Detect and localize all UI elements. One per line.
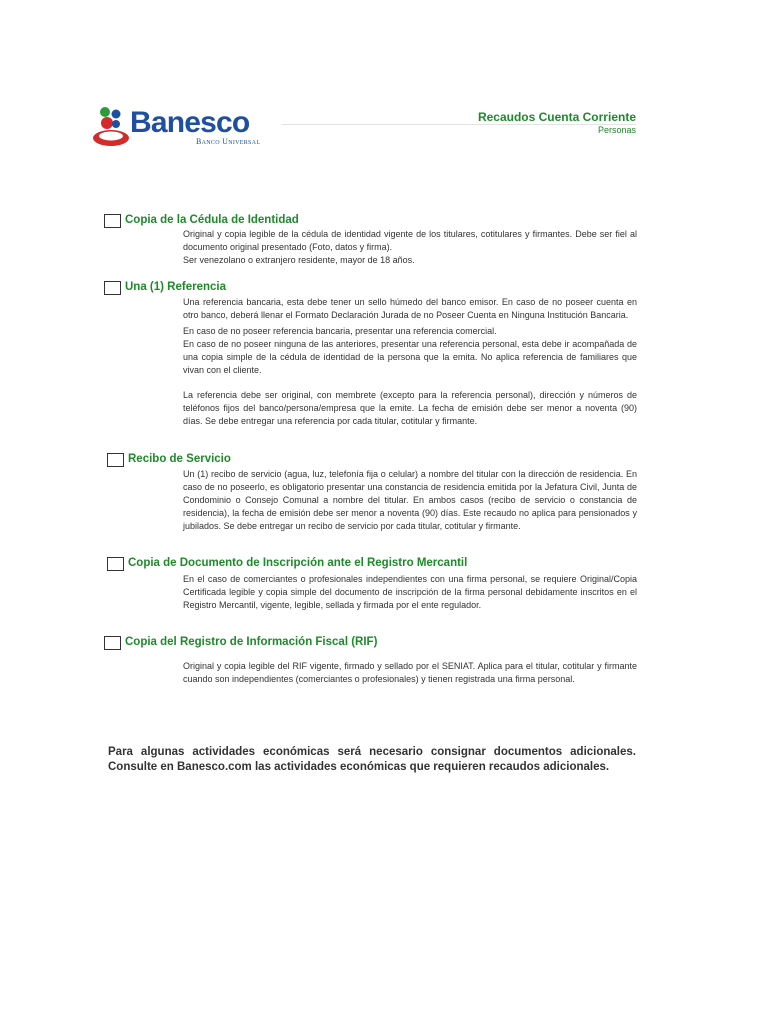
- checkbox-referencia[interactable]: [104, 281, 121, 295]
- checkbox-registro-mercantil[interactable]: [107, 557, 124, 571]
- brand-tagline: Banco Universal: [196, 137, 261, 146]
- paragraph: En caso de no poseer ninguna de las anteriores, presentar una referencia personal, esta debe ir acompañada de una copia simple de la cédula de identidad de la persona que la emita. No aplica referencia de familiares que vivan con el cliente.: [183, 338, 637, 375]
- paragraph: Una referencia bancaria, esta debe tener un sello húmedo del banco emisor. En caso de no poseer cuenta en otro banco, deberá llenar el Formato Declaración Jurada de no Poseer Cuenta en Ninguna Institución Bancaria.: [183, 297, 637, 320]
- footer-text: Para algunas actividades económicas será necesario consignar documentos adicionales. Consulte en Banesco.com las actividades económicas que requieren recaudos adicionales.: [108, 746, 636, 773]
- footer-note: [108, 745, 636, 775]
- section-body-registro-mercantil: [183, 573, 637, 612]
- section-title-rif: Copia del Registro de Información Fiscal (RIF): [125, 636, 378, 648]
- brand-name: Banesco: [130, 106, 250, 139]
- checkbox-recibo[interactable]: [107, 453, 124, 467]
- header-divider: [282, 124, 636, 125]
- paragraph: Original y copia legible del RIF vigente, firmado y sellado por el SENIAT. Aplica para el titular, cotitular y firmante cuando son independientes (comerciantes o profesionales) y tienen registrada una firma personal.: [183, 661, 637, 684]
- section-title-recibo: Recibo de Servicio: [128, 453, 231, 465]
- section-title-referencia: Una (1) Referencia: [125, 281, 226, 293]
- banesco-logo-icon: [92, 104, 130, 148]
- document-subtitle: Personas: [597, 125, 636, 135]
- paragraph: La referencia debe ser original, con membrete (excepto para la referencia personal), dirección y números de teléfonos fijos del banco/persona/empresa que la emite. La fecha de emisión debe ser menor a noventa (90) días. Se debe entregar una referencia por cada titular, cotitular y firmante.: [183, 390, 637, 427]
- section-body-rif: [183, 660, 637, 686]
- paragraph: Original y copia legible de la cédula de identidad vigente de los titulares, cotitulares y firmantes. Debe ser fiel al documento original presentado (Foto, datos y firma).: [183, 229, 637, 252]
- paragraph: Un (1) recibo de servicio (agua, luz, telefonía fija o celular) a nombre del titular con la dirección de residencia. En caso de no poseerlo, es obligatorio presentar una constancia de residencia emitida por la Jefatura Civil, Junta de Condominio o Consejo Comunal a nombre del titular. En ambos casos (recibo de servicio o constancia de residencia), la fecha de emisión debe ser menor a noventa (90) días. Este recaudo no aplica para pensionados y jubilados. Se debe entregar un recibo de servicio por cada titular, cotitular y firmante.: [183, 469, 637, 531]
- section-title-cedula: Copia de la Cédula de Identidad: [125, 214, 299, 226]
- document-title: Recaudos Cuenta Corriente: [477, 110, 636, 124]
- checkbox-cedula[interactable]: [104, 214, 121, 228]
- section-body-cedula: [183, 228, 637, 267]
- paragraph: En el caso de comerciantes o profesionales independientes con una firma personal, se requiere Original/Copia Certificada legible y copia simple del documento de inscripción de la firma personal debidamente inscritos en el Registro Mercantil, vigente, legible, sellada y firmada por el ente regulador.: [183, 574, 637, 610]
- section-title-registro-mercantil: Copia de Documento de Inscripción ante el Registro Mercantil: [128, 557, 468, 569]
- section-body-referencia: [183, 296, 637, 428]
- section-body-recibo: [183, 468, 637, 533]
- paragraph: Ser venezolano o extranjero residente, mayor de 18 años.: [183, 254, 415, 265]
- banesco-logo: [92, 104, 282, 150]
- checkbox-rif[interactable]: [104, 636, 121, 650]
- paragraph: En caso de no poseer referencia bancaria, presentar una referencia comercial.: [183, 325, 497, 336]
